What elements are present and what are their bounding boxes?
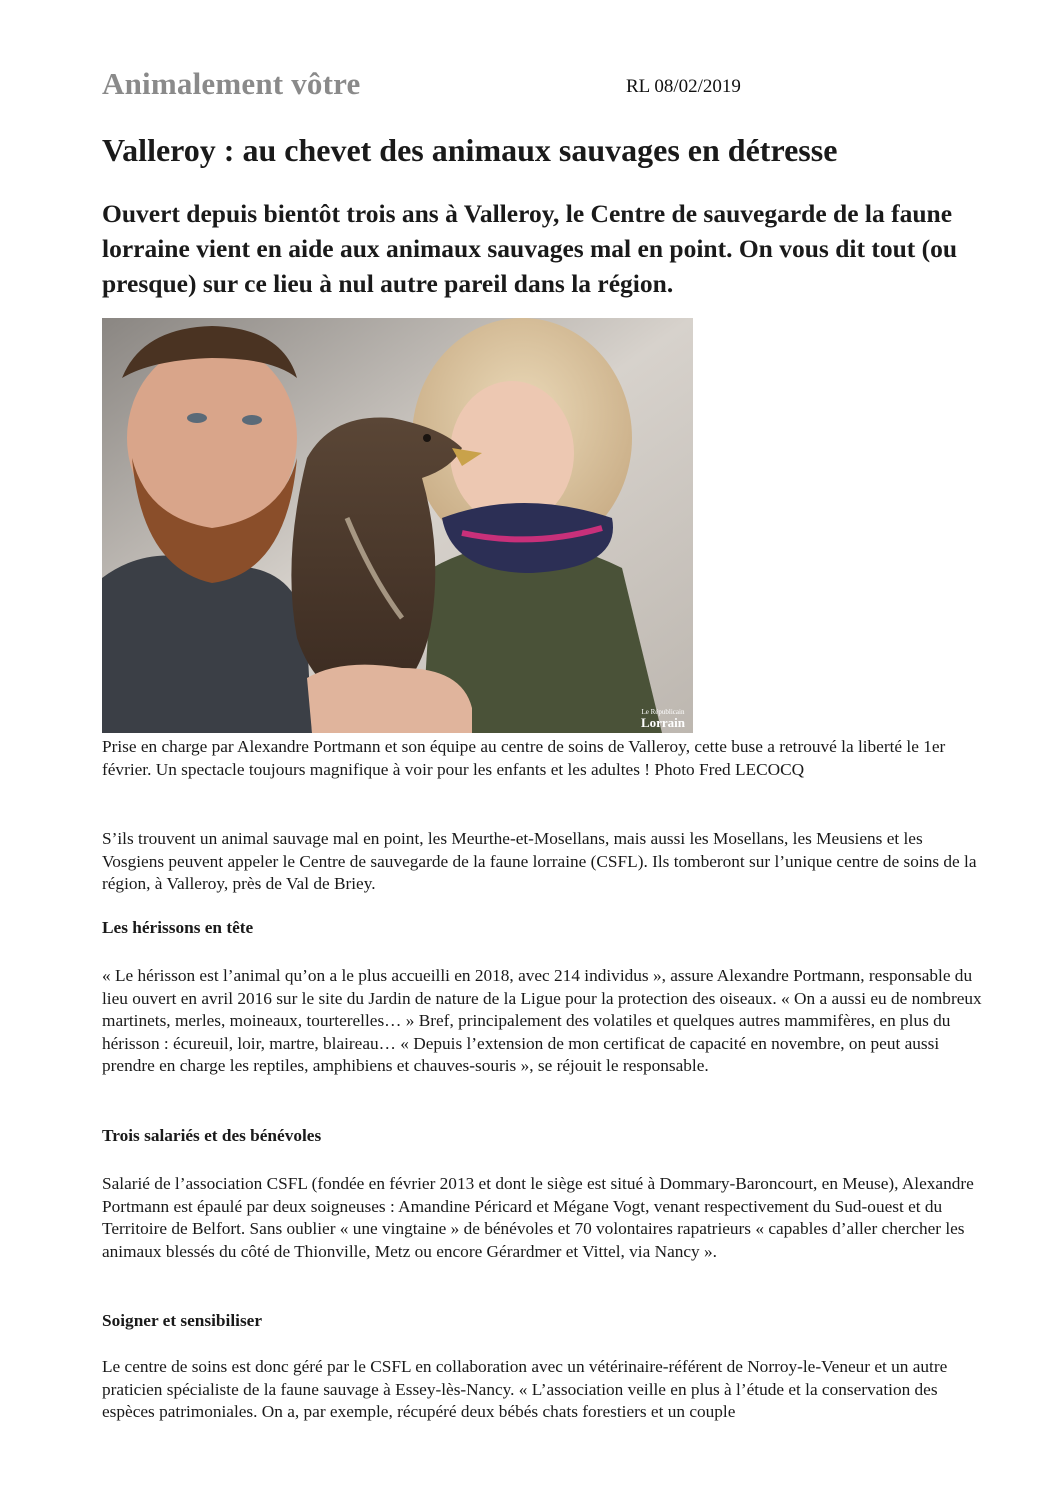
photo-caption: Prise en charge par Alexandre Portmann et son équipe au centre de soins de Valleroy, cette buse a retrouvé la liberté le 1er février. Un spectacle toujours magnifique à voir pour les enfants et les adultes ! Photo Fred LECOCQ (102, 737, 946, 779)
watermark-title: Lorrain (640, 715, 685, 730)
section-text-soigner: Le centre de soins est donc géré par le CSFL en collaboration avec un vétérinaire-référent de Norroy-le-Veneur et un autre praticien spécialiste de la faune sauvage à Essey-lès-Nancy. « L’association veille en plus à l’étude et la conservation des espèces patrimoniales. On a, par exemple, récupéré deux bébés chats forestiers et un couple (102, 1357, 948, 1421)
photo-watermark (641, 709, 685, 729)
article-photo (102, 318, 693, 733)
watermark-publisher: Le Républicain (641, 708, 685, 716)
section-text-salaries: Salarié de l’association CSFL (fondée en février 2013 et dont le siège est situé à Dommary-Baroncourt, en Meuse), Alexandre Portmann est épaulé par deux soigneuses : Amandine Péricard et Mégane Vogt, venant respectivement du Sud-ouest et du Territoire de Belfort. Sans oublier « une vingtaine » de bénévoles et 70 volontaires rapatrieurs « capables d’aller chercher les animaux blessés du côté de Thionville, Metz ou encore Gérardmer et Vittel, via Nancy ». (102, 1174, 974, 1261)
article-intro: S’ils trouvent un animal sauvage mal en point, les Meurthe-et-Mosellans, mais aussi les Mosellans, les Meusiens et les Vosgiens peuvent appeler le Centre de sauvegarde de la faune lorraine (CSFL). Ils tomberont sur l’unique centre de soins de la région, à Valleroy, près de Val de Briey. (102, 829, 977, 893)
section-heading-soigner: Soigner et sensibiliser (102, 1311, 263, 1330)
article-headline: Valleroy : au chevet des animaux sauvages en détresse (102, 132, 838, 168)
section-heading-salaries: Trois salariés et des bénévoles (102, 1126, 322, 1145)
section-heading-herissons: Les hérissons en tête (102, 918, 254, 937)
source-date: RL 08/02/2019 (626, 76, 741, 97)
section-text-herissons: « Le hérisson est l’animal qu’on a le plus accueilli en 2018, avec 214 individus », assure Alexandre Portmann, responsable du lieu ouvert en avril 2016 sur le site du Jardin de nature de la Ligue pour la protection des oiseaux. « On a aussi eu de nombreux martinets, merles, moineaux, tourterelles… » Bref, principalement des volatiles et quelques autres mammifères, en plus du hérisson : écureuil, loir, martre, blaireau… « Depuis l’extension de mon certificat de capacité en novembre, on peut aussi prendre en charge les reptiles, amphibiens et chauves-souris », se réjouit le responsable. (102, 966, 982, 1075)
section-rubric: Animalement vôtre (102, 66, 361, 101)
article-lede: Ouvert depuis bientôt trois ans à Valleroy, le Centre de sauvegarde de la faune lorraine vient en aide aux animaux sauvages mal en point. On vous dit tout (ou presque) sur ce lieu à nul autre pareil dans la région. (102, 199, 958, 298)
photo-illustration (102, 318, 693, 733)
